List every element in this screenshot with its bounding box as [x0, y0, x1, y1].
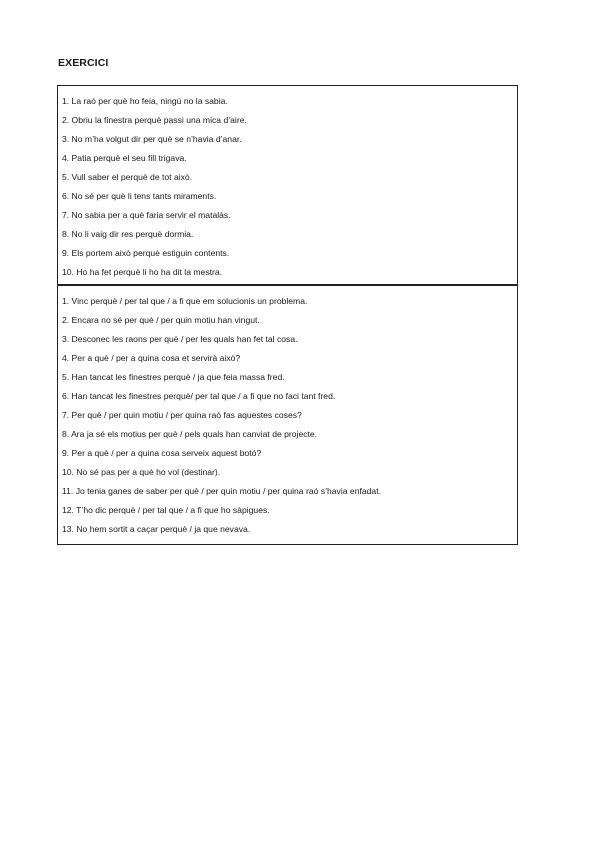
list-item: 12. T’ho dic perquè / per tal que / a fi que ho sàpigues.	[62, 505, 270, 515]
page-title: EXERCICI	[58, 57, 109, 69]
list-item: 2. Obriu la finestra perquè passi una mica d’aire.	[62, 115, 247, 125]
list-item: 10. No sé pas per a què ho vol (destinar).	[62, 467, 221, 477]
list-item: 13. No hem sortit a caçar perquè / ja que nevava.	[62, 524, 251, 534]
list-item: 3. No m’ha volgut dir per què se n’havia d’anar.	[62, 134, 242, 144]
list-item: 8. Ara ja sé els motius per què / pels quals han canviat de projecte.	[62, 429, 318, 439]
list-item: 3. Desconec les raons per què / per les quals han fet tal cosa.	[62, 334, 298, 344]
list-item: 7. Per què / per quin motiu / per quina raó fas aquestes coses?	[62, 410, 302, 420]
answer-list-2	[58, 286, 517, 539]
list-item: 5. Han tancat les finestres perquè / ja que feia massa fred.	[62, 372, 285, 382]
list-item: 5. Vull saber el perquè de tot això.	[62, 172, 193, 182]
list-item: 9. Els portem això perquè estiguin contents.	[62, 248, 230, 258]
list-item: 4. Patia perquè el seu fill trigava.	[62, 153, 187, 163]
list-item: 11. Jo tenia ganes de saber per què / per quin motiu / per quina raó s’havia enfadat.	[62, 486, 381, 496]
answers-box-1	[57, 85, 518, 285]
answer-list-1	[58, 86, 517, 282]
list-item: 1. La raó per què ho feia, ningú no la sabia.	[62, 96, 228, 106]
list-item: 2. Encara no sé per què / per quin motiu han vingut.	[62, 315, 260, 325]
list-item: 7. No sabia per a què faria servir el matalàs.	[62, 210, 231, 220]
list-item: 8. No li vaig dir res perquè dormia.	[62, 229, 194, 239]
answers-box-2	[57, 285, 518, 545]
list-item: 4. Per a què / per a quina cosa et servirà això?	[62, 353, 241, 363]
list-item: 10. Ho ha fet perquè li ho ha dit la mestra.	[62, 267, 223, 277]
list-item: 9. Per a què / per a quina cosa serveix aquest botó?	[62, 448, 262, 458]
list-item: 6. Han tancat les finestres perquè/ per tal que / a fi que no faci tant fred.	[62, 391, 336, 401]
list-item: 1. Vinc perquè / per tal que / a fi que em solucionis un problema.	[62, 296, 308, 306]
list-item: 6. No sé per què li tens tants miraments.	[62, 191, 217, 201]
